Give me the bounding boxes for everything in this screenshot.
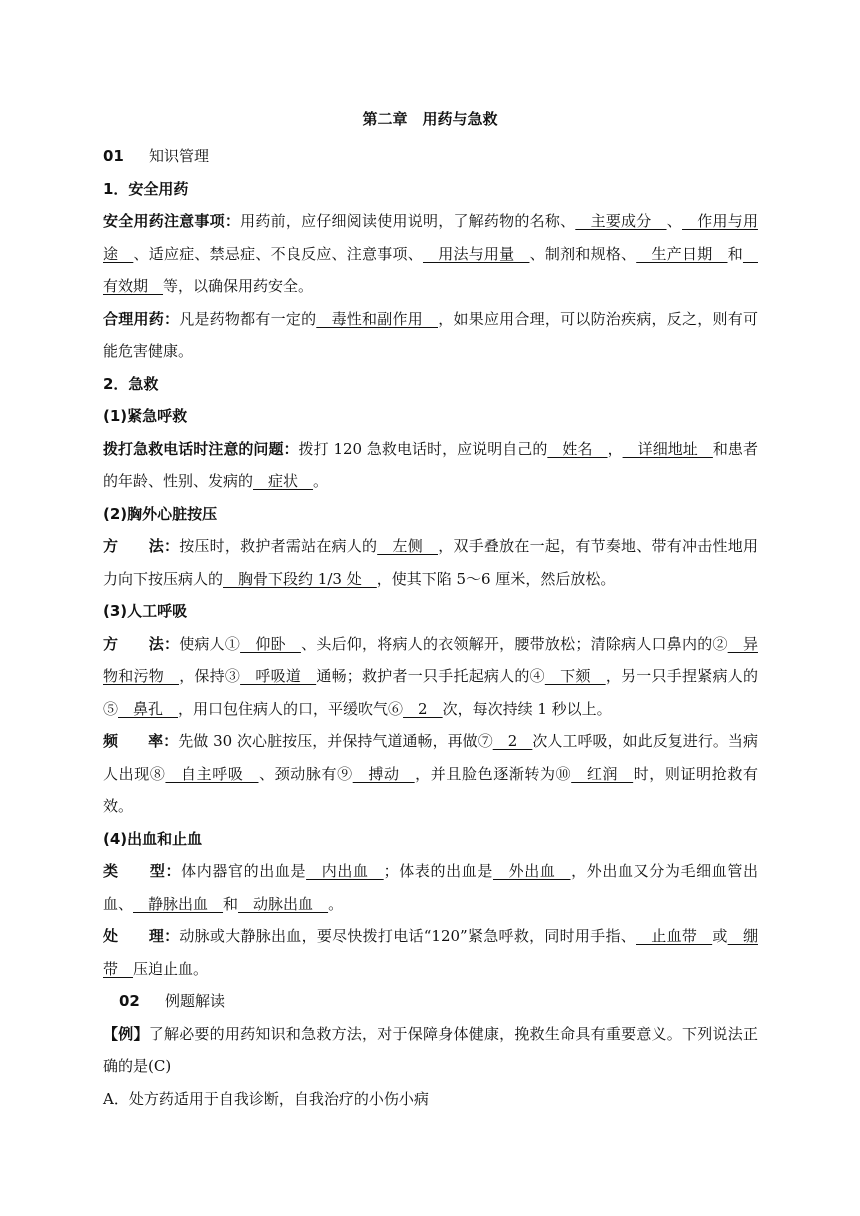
paragraph-respiration-method: 方 法：使病人①__仰卧__、头后仰，将病人的衣领解开，腰带放松；清除病人口鼻内的②__异物和污物__，保持③__呼吸道__通畅；救护者一只手托起病人的④__下颏__，另一只手捏紧病人的⑤__鼻孔__，用口包住病人的口，平缓吹气⑥__2__次，每次持续 1 秒以上。 xyxy=(103,634,758,718)
section-number: 01 xyxy=(103,147,124,165)
blank-answer: __鼻孔__ xyxy=(118,699,179,718)
blank-answer: __作用与用途__ xyxy=(103,212,758,263)
heading-first-aid: 2．急救 xyxy=(103,374,159,393)
heading-artificial-respiration: (3)人工呼吸 xyxy=(103,602,188,620)
blank-answer: __止血带__ xyxy=(636,927,713,945)
heading-emergency-call: (1)紧急呼救 xyxy=(103,407,188,425)
section-label: 例题解读 xyxy=(165,992,226,1010)
content xyxy=(103,140,758,1115)
section-01-heading xyxy=(103,140,758,173)
heading-safe-medication: 1．安全用药 xyxy=(103,179,189,198)
blank-answer: __生产日期__ xyxy=(636,244,728,263)
section-02-heading xyxy=(103,985,758,1018)
blank-answer: __症状__ xyxy=(253,472,314,490)
paragraph-bleeding-treatment: 处 理：动脉或大静脉出血，要尽快拨打电话“120”紧急呼救，同时用手指、__止血带__或__绷带__压迫止血。 xyxy=(103,927,758,978)
paragraph-cpr: 方 法：按压时，救护者需站在病人的__左侧__，双手叠放在一起，有节奏地、带有冲击性地用力向下按压病人的__胸骨下段约 1/3 处__，使其下陷 5～6 厘米，然后放松。 xyxy=(103,537,758,588)
blank-answer: __有效期__ xyxy=(103,244,758,295)
blank-answer: __详细地址__ xyxy=(622,439,713,458)
heading-cpr: (2)胸外心脏按压 xyxy=(103,504,218,523)
blank-answer: __搏动__ xyxy=(352,764,415,783)
blank-answer: __外出血__ xyxy=(492,862,571,880)
blank-answer: __用法与用量__ xyxy=(422,244,530,263)
section-number: 02 xyxy=(119,992,140,1010)
blank-answer: __异物和污物__ xyxy=(103,634,758,685)
blank-answer: __主要成分__ xyxy=(575,212,667,230)
heading-bleeding: (4)出血和止血 xyxy=(103,829,203,848)
blank-answer: __胸骨下段约 1/3 处__ xyxy=(223,569,377,588)
blank-answer: __仰卧__ xyxy=(240,634,301,653)
blank-answer: __内出血__ xyxy=(306,862,384,880)
blank-answer: __呼吸道__ xyxy=(240,667,317,685)
blank-answer: __2__ xyxy=(492,732,533,750)
paragraph-reasonable-medication: 合理用药：凡是药物都有一定的__毒性和副作用__，如果应用合理，可以防治疾病，反之，则有可能危害健康。 xyxy=(103,309,758,360)
blank-answer: __姓名__ xyxy=(547,439,608,458)
blank-answer: __下颏__ xyxy=(544,667,606,685)
blank-answer: __左侧__ xyxy=(377,537,438,555)
paragraph-safe-medication: 安全用药注意事项：用药前，应仔细阅读使用说明，了解药物的名称、__主要成分__、__作用与用途__、适应症、禁忌症、不良反应、注意事项、__用法与用量__、制剂和规格、__生产日期__和__有效期__等，以确保用药安全。 xyxy=(103,212,758,295)
paragraph-respiration-frequency: 频 率：先做 30 次心脏按压，并保持气道通畅，再做⑦__2__次人工呼吸，如此反复进行。当病人出现⑧__自主呼吸__、颈动脉有⑨__搏动__，并且脸色逐渐转为⑩__红润__时，则证明抢救有效。 xyxy=(103,732,758,815)
blank-answer: __红润__ xyxy=(571,764,634,783)
chapter-title: 第二章 用药与急救 xyxy=(362,110,498,128)
blank-answer: __静脉出血__ xyxy=(133,894,224,913)
option-a: A．处方药适用于自我诊断，自我治疗的小伤小病 xyxy=(103,1089,429,1108)
paragraph-emergency-call: 拨打急救电话时注意的问题：拨打 120 急救电话时，应说明自己的__姓名__，__详细地址__和患者的年龄、性别、发病的__症状__。 xyxy=(103,439,758,490)
blank-answer: __自主呼吸__ xyxy=(165,764,259,783)
section-label: 知识管理 xyxy=(149,147,210,165)
blank-answer: __动脉出血__ xyxy=(238,894,329,913)
blank-answer: __毒性和副作用__ xyxy=(316,309,438,328)
blank-answer: __绷带__ xyxy=(103,927,758,978)
example-question: 【例】了解必要的用药知识和急救方法，对于保障身体健康，挽救生命具有重要意义。下列说法正确的是(C) xyxy=(103,1024,758,1075)
blank-answer: __2__ xyxy=(403,699,443,718)
paragraph-bleeding-types: 类 型：体内器官的出血是__内出血__；体表的出血是__外出血__，外出血又分为毛细血管出血、__静脉出血__和__动脉出血__。 xyxy=(103,862,758,913)
